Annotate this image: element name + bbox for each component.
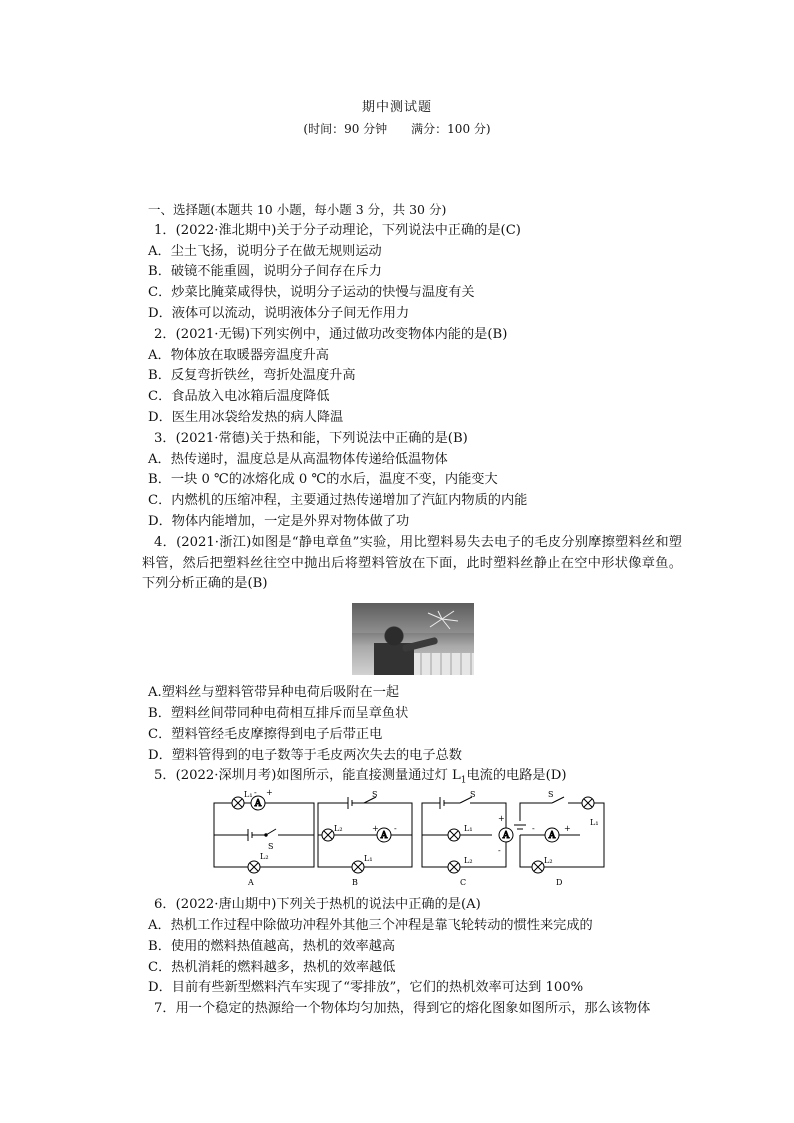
lamp-l1-icon — [352, 861, 364, 873]
q4-option-c: C．塑料管经毛皮摩擦得到电子后带正电 — [148, 726, 383, 742]
q2-option-b: B．反复弯折铁丝，弯折处温度升高 — [148, 368, 356, 384]
circuit-label-a: A — [248, 878, 254, 888]
lamp-l1-icon — [232, 797, 244, 809]
label-l2: L₂ — [464, 856, 473, 866]
circuit-label-b: B — [352, 878, 358, 888]
label-minus: - — [394, 824, 397, 834]
ammeter-icon — [251, 796, 265, 810]
page-title: 期中测试题 — [361, 100, 432, 115]
label-l1: L₁ — [364, 854, 373, 864]
q4-option-b: B．塑料丝间带同种电荷相互排斥而呈章鱼状 — [148, 705, 409, 721]
q4-option-d: D．塑料管得到的电子数等于毛皮两次失去的电子总数 — [148, 747, 462, 763]
label-minus: - — [532, 824, 535, 834]
q6-option-b: B．使用的燃料热值越高，热机的效率越高 — [148, 938, 396, 954]
label-plus: + — [564, 824, 571, 834]
label-l1: L₁ — [590, 818, 599, 828]
q1-option-a: A．尘土飞扬，说明分子在做无规则运动 — [148, 243, 382, 259]
q5-stem-subscript: 1 — [460, 775, 467, 786]
circuit-c-labels — [460, 790, 505, 887]
static-octopus-photo — [352, 603, 474, 675]
circuit-d — [514, 797, 604, 873]
ammeter-icon — [545, 828, 559, 842]
label-plus: + — [372, 824, 379, 834]
q3-option-d: D．物体内能增加，一定是外界对物体做了功 — [148, 513, 410, 529]
label-l2: L₂ — [260, 852, 269, 862]
label-l1: L₁ — [244, 790, 253, 800]
q3-option-a: A．热传递时，温度总是从高温物体传递给低温物体 — [148, 451, 448, 467]
lamp-l1-icon — [448, 829, 460, 841]
lamp-l1-icon — [582, 797, 594, 809]
label-switch: S — [470, 790, 476, 800]
q5-stem — [148, 766, 680, 787]
q6-option-d: D．目前有些新型燃料汽车实现了“零排放”，它们的热机效率可达到 100% — [148, 980, 584, 996]
lamp-l2-icon — [248, 861, 260, 873]
ammeter-icon — [499, 828, 513, 842]
label-minus: - — [254, 788, 257, 798]
q1-option-c: C．炒菜比腌菜咸得快，说明分子运动的快慢与温度有关 — [148, 285, 475, 301]
circuit-label-c: C — [460, 878, 467, 888]
q2-option-a: A．物体放在取暖器旁温度升高 — [148, 347, 329, 363]
label-switch: S — [268, 842, 274, 852]
q4-stem: 4．(2021·浙江)如图是“静电章鱼”实验，用比塑料易失去电子的毛皮分别摩擦塑料丝和塑料管，然后把塑料丝往空中抛出后将塑料管放在下面，此时塑料丝静止在空中形状像章鱼。下列分析正确的是(B) — [142, 534, 682, 592]
q6-option-c: C．热机消耗的燃料越多，热机的效率越低 — [148, 959, 396, 975]
circuit-a — [214, 796, 314, 873]
question-list — [142, 200, 682, 1020]
q2-option-c: C．食品放入电冰箱后温度降低 — [148, 389, 330, 405]
label-l2: L₂ — [544, 856, 553, 866]
q5-stem-prefix: 5．(2022·深圳月考)如图所示，能直接测量通过灯 L — [154, 768, 461, 784]
photo-floor — [412, 653, 474, 675]
q1-option-d: D．液体可以流动，说明液体分子间无作用力 — [148, 305, 410, 321]
lamp-l2-icon — [532, 861, 544, 873]
q2-stem: 2．(2021·无锡)下列实例中，通过做功改变物体内能的是(B) — [154, 326, 508, 342]
q2-option-d: D．医生用冰袋给发热的病人降温 — [148, 409, 344, 425]
label-switch: S — [548, 790, 554, 800]
label-switch: S — [372, 790, 378, 800]
plastic-strand-octopus — [424, 609, 460, 631]
q3-option-c: C．内燃机的压缩冲程，主要通过热传递增加了汽缸内物质的内能 — [148, 493, 528, 509]
q5-stem-suffix: 电流的电路是(D) — [466, 768, 567, 784]
q3-stem: 3．(2021·常德)关于热和能，下列说法中正确的是(B) — [154, 430, 468, 446]
lamp-l2-icon — [448, 861, 460, 873]
label-plus: + — [266, 788, 273, 798]
q6-option-a: A．热机工作过程中除做功冲程外其他三个冲程是靠飞轮转动的惯性来完成的 — [148, 917, 593, 933]
section-heading: 一、选择题(本题共 10 小题，每小题 3 分，共 30 分) — [148, 202, 447, 217]
q6-stem: 6．(2022·唐山期中)下列关于热机的说法中正确的是(A) — [154, 897, 481, 913]
circuit-label-d: D — [556, 878, 563, 888]
label-plus: + — [498, 814, 505, 824]
circuit-diagrams: A L₁ - + S L₂ A S L₂ + - L₁ B S + - L₁ L₂ C S - + L₁ L₂ D — [208, 791, 620, 891]
q3-option-b: B．一块 0 ℃的冰熔化成 0 ℃的水后，温度不变，内能变大 — [148, 472, 498, 488]
q4-option-a: A.塑料丝与塑料管带异种电荷后吸附在一起 — [148, 685, 400, 701]
q1-option-b: B．破镜不能重圆，说明分子间存在斥力 — [148, 264, 382, 280]
label-minus: - — [498, 846, 501, 856]
q7-stem: 7．用一个稳定的热源给一个物体均匀加热，得到它的熔化图象如图所示，那么该物体 — [154, 1001, 651, 1017]
ammeter-icon — [377, 828, 391, 842]
q1-stem: 1．(2022·淮北期中)关于分子动理论，下列说法中正确的是(C) — [154, 222, 521, 238]
label-l1: L₁ — [464, 824, 473, 834]
lamp-l2-icon — [322, 829, 334, 841]
page-subtitle: (时间：90 分钟 满分：100 分) — [303, 122, 491, 136]
label-l2: L₂ — [334, 824, 343, 834]
